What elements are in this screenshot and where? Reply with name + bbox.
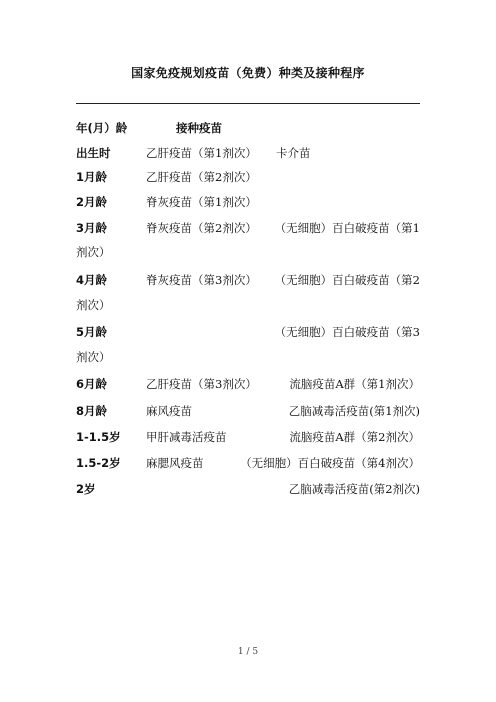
row-vaccine-2: （无细胞）百白破疫苗（第2 — [274, 273, 420, 287]
row-age: 1月龄 — [76, 170, 108, 184]
table-row-continuation — [76, 347, 420, 367]
row-age: 2岁 — [76, 482, 96, 496]
table-row-continuation — [76, 295, 420, 315]
row-vaccine-2: 流脑疫苗A群（第2剂次） — [289, 430, 420, 444]
row-vaccine-2: （无细胞）百白破疫苗（第1 — [274, 221, 420, 235]
row-age: 6月龄 — [76, 377, 108, 391]
row-wrap-text: 剂次） — [76, 298, 111, 312]
row-wrap-text: 剂次） — [76, 350, 111, 364]
table-row — [76, 167, 420, 187]
row-vaccine-2: （无细胞）百白破疫苗（第4剂次） — [240, 456, 420, 470]
row-vaccine-1: 甲肝减毒活疫苗 — [146, 430, 227, 444]
row-vaccine-1: 麻风疫苗 — [146, 404, 192, 418]
table-row — [76, 479, 420, 499]
row-age: 出生时 — [76, 146, 111, 160]
row-vaccine-2: （无细胞）百白破疫苗（第3 — [274, 325, 420, 339]
table-row — [76, 374, 420, 394]
page-number: 1 / 5 — [237, 647, 259, 657]
table-header — [76, 118, 420, 138]
row-vaccine-1: 脊灰疫苗（第2剂次） — [146, 221, 257, 235]
row-vaccine-1: 乙肝疫苗（第2剂次） — [146, 170, 257, 184]
table-row — [76, 401, 420, 421]
row-vaccine-2: 卡介苗 — [276, 146, 311, 160]
page-title: 国家免疫规划疫苗（免费）种类及接种程序 — [131, 66, 365, 80]
row-age: 1.5-2岁 — [76, 456, 121, 470]
row-vaccine-2: 流脑疫苗A群（第1剂次） — [289, 377, 420, 391]
row-vaccine-1: 麻腮风疫苗 — [146, 456, 204, 470]
row-vaccine-1: 乙肝疫苗（第1剂次） — [146, 146, 257, 160]
row-vaccine-1: 脊灰疫苗（第1剂次） — [146, 195, 257, 209]
row-age: 5月龄 — [76, 325, 108, 339]
row-wrap-text: 剂次） — [76, 245, 111, 259]
title-divider — [76, 103, 420, 104]
table-row — [76, 427, 420, 447]
row-age: 8月龄 — [76, 404, 108, 418]
header-age: 年(月）龄 — [76, 121, 128, 135]
row-age: 1-1.5岁 — [76, 430, 121, 444]
table-row — [76, 453, 420, 473]
table-row — [76, 322, 420, 342]
header-vaccine: 接种疫苗 — [176, 121, 222, 135]
row-vaccine-2: 乙脑减毒活疫苗(第1剂次) — [288, 404, 420, 418]
table-row — [76, 270, 420, 290]
row-vaccine-2: 乙脑减毒活疫苗(第2剂次) — [288, 482, 420, 496]
table-row — [76, 192, 420, 212]
row-age: 4月龄 — [76, 273, 108, 287]
table-row — [76, 143, 420, 163]
row-age: 3月龄 — [76, 221, 108, 235]
row-age: 2月龄 — [76, 195, 108, 209]
row-vaccine-1: 乙肝疫苗（第3剂次） — [146, 377, 257, 391]
row-vaccine-1: 脊灰疫苗（第3剂次） — [146, 273, 257, 287]
table-row-continuation — [76, 242, 420, 262]
table-row — [76, 218, 420, 238]
